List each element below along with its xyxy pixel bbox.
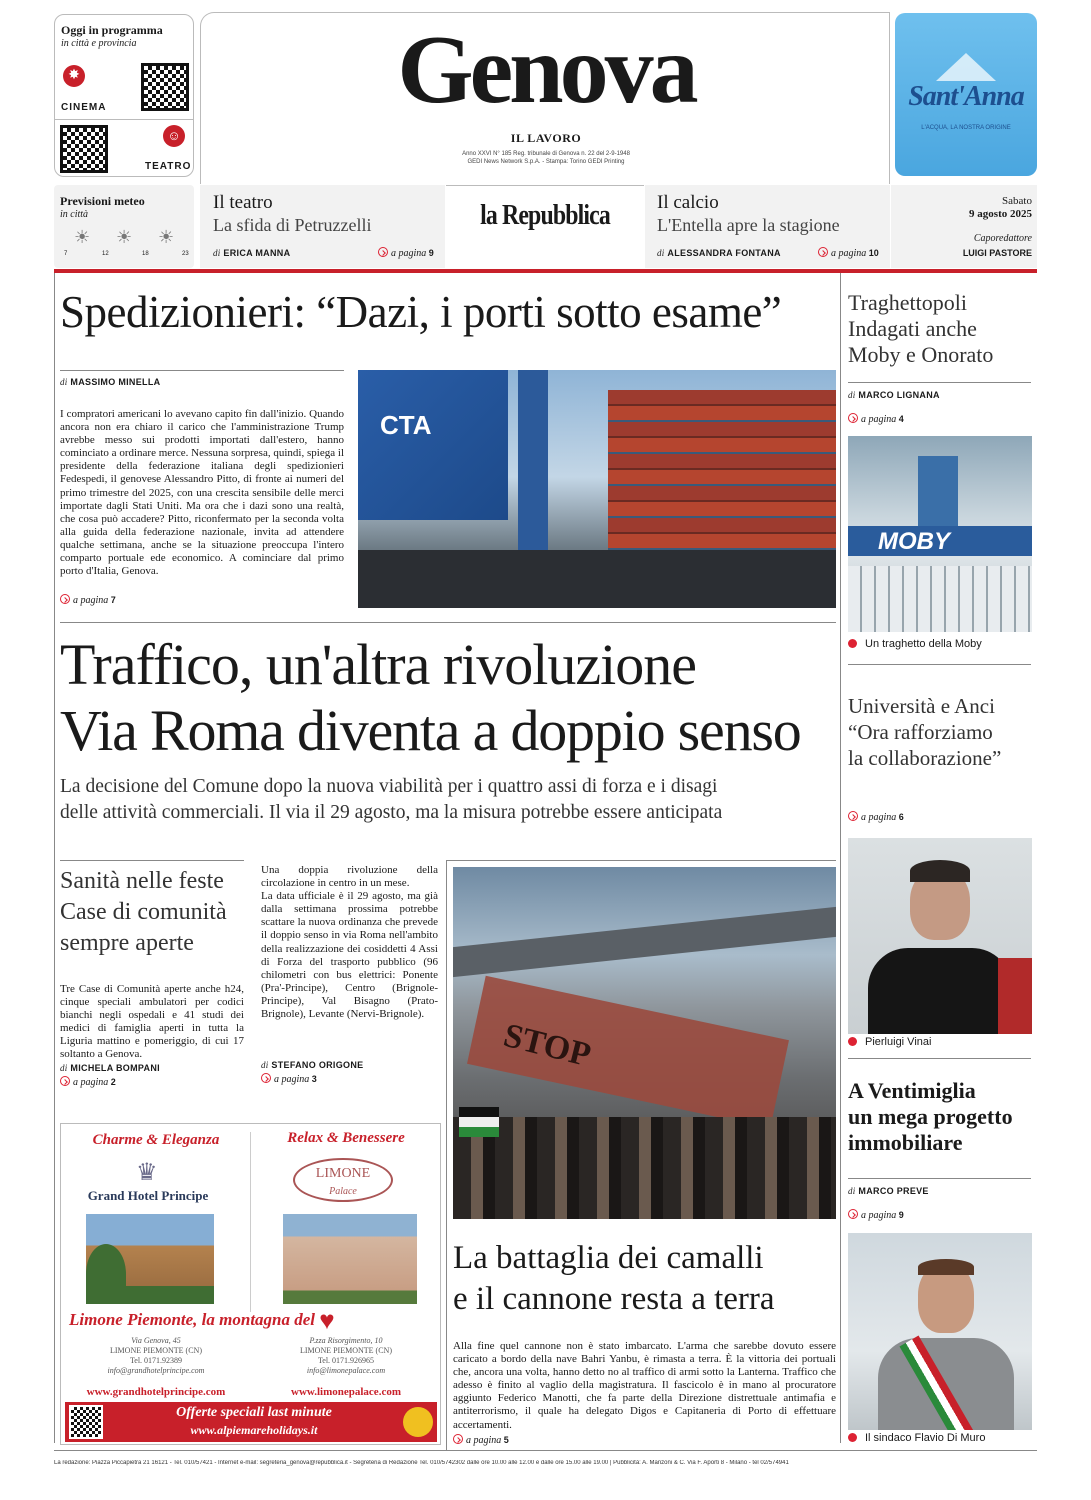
main-page-ref[interactable]: a pagina 3 <box>261 1073 317 1085</box>
masthead-title: Genova <box>397 16 695 124</box>
side1-page-ref[interactable]: a pagina 4 <box>848 413 904 425</box>
side3-headline[interactable]: A Ventimiglia un mega progetto immobiliare <box>848 1078 1013 1155</box>
crown-logo-icon: ♛ <box>136 1160 158 1186</box>
cta-crane-label: CTA <box>380 410 432 440</box>
camalli-headline[interactable]: La battaglia dei camalli e il cannone resta a terra <box>453 1240 775 1317</box>
date-full: 9 agosto 2025 <box>969 208 1032 220</box>
arrow-right-icon <box>261 1073 271 1083</box>
palestine-flag <box>459 1107 499 1137</box>
column-divider <box>840 273 841 1443</box>
protest-photo <box>453 867 836 1219</box>
bullet-icon <box>848 1037 857 1046</box>
repubblica-box <box>446 185 644 268</box>
art1-byline: di MASSIMO MINELLA <box>60 377 161 387</box>
grand-hotel-logo: Grand Hotel Principe <box>87 1188 209 1203</box>
arrow-right-icon <box>848 413 858 423</box>
teaser-section: Il teatro <box>213 192 273 213</box>
left-border <box>54 273 55 1443</box>
art1-page-ref[interactable]: a pagina 7 <box>60 594 116 606</box>
santanna-ad[interactable] <box>895 13 1037 176</box>
arrow-right-icon <box>453 1434 463 1444</box>
arrow-right-icon <box>378 247 388 257</box>
vinai-portrait-photo <box>848 838 1032 1034</box>
meteo-hour: 18 <box>142 251 149 257</box>
masthead <box>200 12 890 184</box>
teaser-page-ref[interactable]: a pagina 10 <box>818 247 879 259</box>
teatro-label[interactable]: TEATRO <box>145 161 192 172</box>
teaser-page-ref[interactable]: a pagina 9 <box>378 247 434 259</box>
sanita-byline: di MICHELA BOMPANI <box>60 1063 160 1073</box>
teaser-byline: di ERICA MANNA <box>213 248 291 258</box>
santanna-tagline: L'ACQUA, LA NOSTRA ORIGINE <box>921 125 1011 131</box>
repubblica-logo: la Repubblica <box>480 200 610 231</box>
meteo-box <box>54 185 194 268</box>
right-website-link[interactable]: www.limonepalace.com <box>291 1386 401 1398</box>
masthead-subtitle: IL LAVORO <box>510 131 582 145</box>
camalli-body: Alla fine quel cannone non è stato imbarcato. L'arma che sarebbe dovuto essere caricato a bordo della nave Bahri Yanbu, è rimasta a terra. È la vittoria dei portuali che, ancora una volta, hanno detto no al traffico di armi sotto la Lanterna. Traffico che adesso è finito al vaglio della magistratura. Il fascicolo è in mano al procuratore aggiunto Federico Manotti, che fa parte della Direzione distrettuale antimafia e antiterrorismo, il quale ha delegato Digos e Capitaneria di Porto di effettuare accertamenti. <box>453 1340 836 1431</box>
hotel-ad[interactable] <box>60 1123 441 1445</box>
port-cranes-photo <box>358 370 836 608</box>
editor-name: LUIGI PASTORE <box>962 248 1032 258</box>
main-body: Una doppia rivoluzione della circolazione in centro in un mese. La data ufficiale è il 29 agosto, ma già dalla settimana prossima potrebbe scattare la nuova ordinanza che prevede il doppio senso in via Roma nell'ambito della realizzazione dei cosiddetti 4 Assi di Forza del trasporto pubblico (96 chilometri con bus elettrici: Ponente (Pra'-Principe), Centro (Brignole-Principe), Val Bisagno (Prato-Brignole), Levante (Nervi-Brignole). <box>261 864 438 1021</box>
cinema-label[interactable]: CINEMA <box>61 102 107 113</box>
right-address: P.zza Risorgimento, 10 LIMONE PIEMONTE (CN) Tel. 0171.926965 info@limonepalace.com <box>300 1336 392 1375</box>
hotel-ad-right-title: Relax & Benessere <box>287 1130 405 1146</box>
art1-body: I compratori americani lo avevano capito fin dall'inizio. Quando ancora non era chiaro il carico che l'amministrazione Trump avrebbe messo sui prodotti importati dall'estero, hanno cominciato a ordinare merce. Nessuna sorpresa, quindi, spiega il presidente della federazione italiana degli spedizionieri Fedespedi, il genovese Alessandro Pitto, di fronte ai numeri del primo trimestre del 2025, con una crescita sensibile delle merci importate dagli Stati Uniti. Ma ora che i dazi sono una realtà, che cosa può accadere? Pitto, riconfermato per la seconda volta alla guida della federazione nazionale, invita ad attendere qualche settimana, anche se la situazione preoccupa l'intero comparto portuale ede economico. A cominciare dal primo porto d'Italia, Genova. <box>60 408 344 578</box>
heart-icon: ♥ <box>319 1306 335 1335</box>
theater-mask-icon[interactable]: ☺ <box>163 125 185 147</box>
moby-ferry-photo <box>848 436 1032 632</box>
footer-info: La redazione: Piazza Piccapietra 21 16121 - Tel. 010/57421 - Internet e-mail: segreteria_genova@repubblica.it - Segreteria di Redazione Tel. 010/5742302 dalle ore 10.00 alle 12.00 e dalle ore 15.00 alle 19.00 | Pubblicità: A. Manzoni & C. Via F. Aporti 8 - Milano - tel 02/574941 <box>54 1460 789 1466</box>
offer-banner[interactable] <box>65 1402 437 1442</box>
meteo-hour: 7 <box>64 251 68 257</box>
badge-icon <box>403 1407 433 1437</box>
editor-role: Caporedattore <box>973 233 1032 244</box>
teatro-qr-code[interactable] <box>60 125 108 173</box>
camalli-page-ref[interactable]: a pagina 5 <box>453 1434 509 1446</box>
limone-palace-photo <box>283 1214 417 1304</box>
sun-icon: ☀ <box>74 227 91 247</box>
bullet-icon <box>848 639 857 648</box>
side3-caption: Il sindaco Flavio Di Muro <box>848 1432 985 1444</box>
hotel-slogan: Limone Piemonte, la montagna del ♥ <box>69 1306 335 1335</box>
sun-icon: ☀ <box>116 227 133 247</box>
side2-page-ref[interactable]: a pagina 6 <box>848 811 904 823</box>
teaser-headline: La sfida di Petruzzelli <box>213 215 372 235</box>
main-headline-line1: Traffico, un'altra rivoluzione <box>60 632 697 697</box>
sanita-body: Tre Case di Comunità aperte anche h24, cinque speciali ambulatori per codici bianchi negli ospedali e 41 studi dei medici di famiglia aperti in tutta la Liguria mattino e pomeriggio, di cui 17 soltanto a Genova. <box>60 983 244 1061</box>
meteo-hour: 12 <box>102 251 109 257</box>
teaser-calcio[interactable] <box>645 185 890 268</box>
mountain-logo-icon <box>936 53 996 81</box>
mayor-portrait-photo <box>848 1233 1032 1430</box>
teaser-teatro[interactable] <box>200 185 445 268</box>
meteo-subtitle: in città <box>60 209 89 220</box>
teaser-byline: di ALESSANDRA FONTANA <box>657 248 781 258</box>
arrow-right-icon <box>60 1076 70 1086</box>
meteo-hour: 23 <box>182 251 189 257</box>
offer-qr-code[interactable] <box>69 1405 103 1439</box>
stop-banner-text: STOP <box>499 1016 595 1075</box>
art1-headline[interactable]: Spedizionieri: “Dazi, i porti sotto esame” <box>60 287 782 337</box>
side2-headline[interactable]: Università e Anci “Ora rafforziamo la collaborazione” <box>848 694 1002 770</box>
cinema-qr-code[interactable] <box>141 63 189 111</box>
side1-byline: di MARCO LIGNANA <box>848 390 940 400</box>
main-deck: La decisione del Comune dopo la nuova viabilità per i quattro assi di forza e i disagi delle attività commerciali. Il via il 29 agosto, ma la misura potrebbe essere anticipata <box>60 776 723 823</box>
side3-byline: di MARCO PREVE <box>848 1186 929 1196</box>
left-address: Via Genova, 45 LIMONE PIEMONTE (CN) Tel. 0171.92389 info@grandhotelprincipe.com <box>107 1336 205 1375</box>
side1-caption: Un traghetto della Moby <box>848 638 982 650</box>
programma-subtitle: in città e provincia <box>61 38 137 49</box>
santanna-brand: Sant'Anna <box>908 81 1024 112</box>
programma-box <box>54 14 194 177</box>
film-reel-icon[interactable]: ✸ <box>63 65 85 87</box>
main-headline-line2: Via Roma diventa a doppio senso <box>60 698 801 763</box>
limone-logo: LIMONE Palace <box>293 1158 393 1202</box>
main-headline[interactable] <box>60 632 840 764</box>
side1-headline[interactable]: Traghettopoli Indagati anche Moby e Onorato <box>848 290 994 367</box>
side2-caption: Pierluigi Vinai <box>848 1036 931 1048</box>
hotel-ad-left-title: Charme & Eleganza <box>92 1132 220 1148</box>
side3-page-ref[interactable]: a pagina 9 <box>848 1209 904 1221</box>
sanita-page-ref[interactable]: a pagina 2 <box>60 1076 116 1088</box>
programma-title: Oggi in programma <box>61 23 163 37</box>
arrow-right-icon <box>848 811 858 821</box>
teaser-headline: L'Entella apre la stagione <box>657 215 840 235</box>
bullet-icon <box>848 1433 857 1442</box>
moby-hull-text: MOBY <box>878 528 950 555</box>
imprint-line-2: GEDI News Network S.p.A. - Stampa: Torino GEDI Printing <box>467 159 625 165</box>
arrow-right-icon <box>818 247 828 257</box>
offer-text: Offerte speciali last minute <box>176 1405 332 1420</box>
teaser-section: Il calcio <box>657 192 719 213</box>
arrow-right-icon <box>848 1209 858 1219</box>
sanita-headline[interactable]: Sanità nelle feste Case di comunità sempre aperte <box>60 868 227 956</box>
date-box <box>891 185 1037 268</box>
grand-hotel-photo <box>86 1214 214 1304</box>
meteo-title: Previsioni meteo <box>60 194 145 208</box>
main-byline: di STEFANO ORIGONE <box>261 1060 364 1070</box>
arrow-right-icon <box>60 594 70 604</box>
offer-website-link[interactable]: www.alpiemareholidays.it <box>190 1423 318 1437</box>
imprint-line-1: Anno XXVI N° 185 Reg. tribunale di Genova n. 22 del 2-9-1948 <box>462 151 630 157</box>
left-website-link[interactable]: www.grandhotelprincipe.com <box>86 1386 226 1398</box>
sun-icon: ☀ <box>158 227 175 247</box>
date-day: Sabato <box>1002 195 1032 207</box>
red-divider <box>54 269 1037 273</box>
